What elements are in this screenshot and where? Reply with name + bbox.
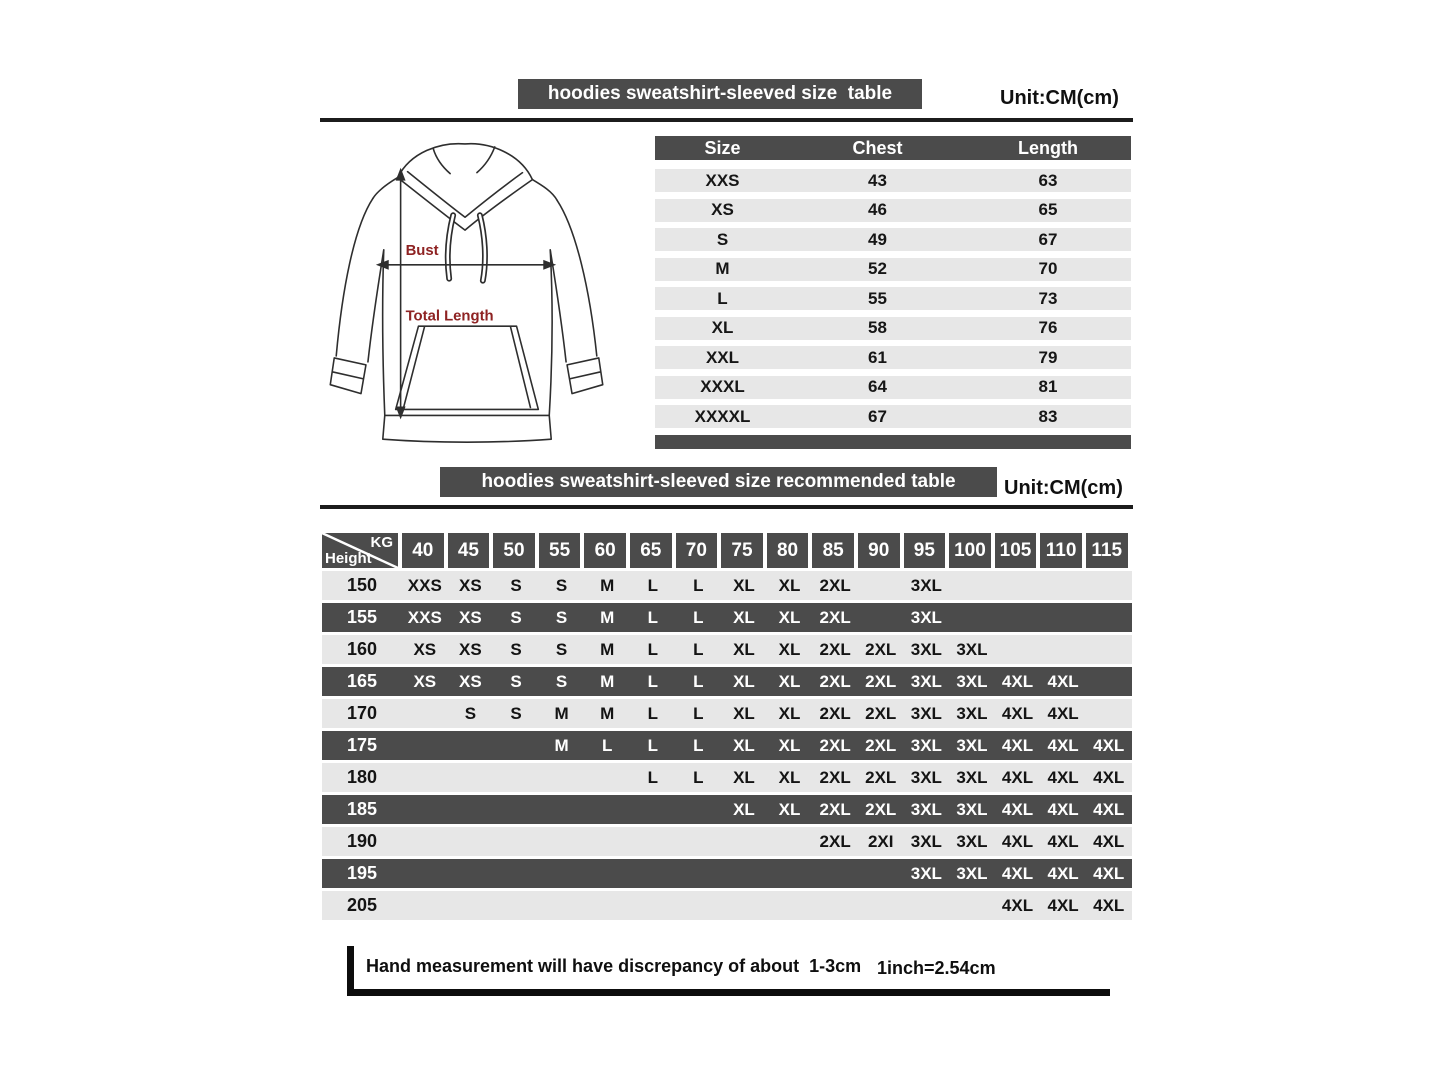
matrix-size-cell: 4XL bbox=[1001, 671, 1034, 691]
hoodie-measurement-diagram bbox=[325, 136, 610, 458]
matrix-size-cell: L bbox=[693, 767, 704, 787]
size-table-cell: 46 bbox=[868, 200, 887, 219]
matrix-size-cell: 2XL bbox=[819, 831, 851, 851]
matrix-size-cell: L bbox=[647, 639, 658, 659]
size-table-row bbox=[655, 287, 1131, 310]
weight-header-cell: 105 bbox=[995, 533, 1037, 568]
matrix-size-cell: L bbox=[647, 703, 658, 723]
matrix-size-cell: XL bbox=[733, 703, 755, 723]
weight-header-cell: 40 bbox=[402, 533, 444, 568]
inch-conversion-note: 1inch=2.54cm bbox=[877, 958, 996, 978]
size-table-cell: 52 bbox=[868, 259, 887, 278]
matrix-size-cell: 2XL bbox=[865, 671, 897, 691]
weight-header-cell: 60 bbox=[584, 533, 626, 568]
matrix-row bbox=[322, 635, 1132, 664]
matrix-size-cell: 3XL bbox=[910, 671, 942, 691]
matrix-size-cell: 2XL bbox=[819, 767, 851, 787]
weight-header-cell: 100 bbox=[949, 533, 991, 568]
body-left-seam bbox=[383, 250, 385, 415]
size-table-row bbox=[655, 228, 1131, 251]
matrix-size-cell: 3XL bbox=[956, 639, 988, 659]
matrix-size-cell: XL bbox=[733, 799, 755, 819]
matrix-size-cell: 4XL bbox=[1047, 895, 1079, 915]
matrix-size-cell: 3XL bbox=[956, 831, 988, 851]
collar-inner bbox=[408, 172, 523, 218]
matrix-size-cell: 2XL bbox=[819, 799, 851, 819]
size-table-cell: 73 bbox=[1038, 288, 1058, 308]
matrix-size-cell: 4XL bbox=[1047, 799, 1079, 819]
matrix-size-cell: XXS bbox=[407, 575, 442, 595]
matrix-size-cell: XS bbox=[459, 639, 482, 659]
size-table-cell: 55 bbox=[868, 288, 887, 308]
matrix-size-cell: L bbox=[693, 735, 704, 755]
matrix-size-cell: M bbox=[554, 703, 569, 723]
matrix-size-cell: 3XL bbox=[956, 799, 988, 819]
matrix-size-cell: 4XL bbox=[1093, 799, 1125, 819]
size-table-title: hoodies sweatshirt-sleeved size table bbox=[547, 83, 893, 104]
matrix-size-cell: M bbox=[600, 575, 615, 595]
matrix-size-cell: 4XL bbox=[1093, 895, 1125, 915]
hem-band bbox=[383, 415, 551, 442]
matrix-size-cell: 4XL bbox=[1001, 895, 1034, 915]
matrix-size-cell: 2XL bbox=[819, 607, 851, 627]
size-table-cell: XS bbox=[711, 200, 734, 219]
size-table-cell: 83 bbox=[1038, 406, 1058, 426]
matrix-row bbox=[322, 603, 1132, 632]
matrix-size-cell: 3XL bbox=[910, 607, 942, 627]
matrix-size-cell: 3XL bbox=[910, 639, 942, 659]
right-cuff bbox=[567, 358, 603, 394]
matrix-size-cell: XL bbox=[778, 799, 801, 819]
matrix-size-cell: 2XL bbox=[819, 703, 851, 723]
matrix-size-cell: 2XL bbox=[865, 767, 897, 787]
height-label: 155 bbox=[346, 607, 378, 627]
matrix-size-cell: 3XL bbox=[956, 767, 988, 787]
matrix-size-cell: 3XL bbox=[956, 863, 988, 883]
matrix-size-cell: XL bbox=[733, 639, 755, 659]
weight-header-cell: 85 bbox=[812, 533, 854, 568]
matrix-size-cell: 4XL bbox=[1047, 671, 1079, 691]
matrix-size-cell: 2XI bbox=[867, 831, 894, 851]
recommended-table-title: hoodies sweatshirt-sleeved size recommended table bbox=[481, 471, 956, 492]
size-table-cell: XL bbox=[711, 318, 734, 337]
middle-divider-line bbox=[320, 505, 1133, 509]
size-table-row bbox=[655, 405, 1131, 428]
size-table-cell: 61 bbox=[868, 347, 887, 367]
matrix-size-cell: 2XL bbox=[865, 639, 897, 659]
matrix-size-cell: L bbox=[647, 735, 658, 755]
matrix-size-cell: S bbox=[555, 575, 568, 595]
matrix-size-cell: S bbox=[464, 703, 477, 723]
matrix-row bbox=[322, 891, 1132, 920]
matrix-size-cell: XL bbox=[733, 575, 755, 595]
size-table-column-header: Length bbox=[1018, 137, 1078, 158]
body-right-seam bbox=[549, 250, 552, 415]
arrowhead-up bbox=[396, 168, 406, 181]
matrix-size-cell: L bbox=[647, 671, 658, 691]
matrix-size-cell: 3XL bbox=[910, 735, 942, 755]
matrix-size-cell: 4XL bbox=[1047, 863, 1079, 883]
unit-label-top: Unit:CM(cm) bbox=[1000, 87, 1119, 109]
matrix-size-cell: 4XL bbox=[1001, 735, 1034, 755]
matrix-size-cell: M bbox=[600, 671, 615, 691]
matrix-size-cell: L bbox=[647, 575, 658, 595]
hood-right-edge bbox=[532, 180, 557, 201]
recommended-table-title-bar bbox=[440, 467, 997, 497]
weight-header-cell: 80 bbox=[767, 533, 809, 568]
matrix-corner-cell bbox=[322, 533, 398, 568]
matrix-size-cell: XL bbox=[778, 767, 801, 787]
matrix-size-cell: 2XL bbox=[865, 735, 897, 755]
footer-bottom-line bbox=[347, 989, 1110, 996]
matrix-size-cell: 3XL bbox=[910, 703, 942, 723]
matrix-header-row bbox=[322, 533, 1132, 568]
matrix-size-cell: 4XL bbox=[1093, 863, 1125, 883]
matrix-size-cell: M bbox=[554, 735, 569, 755]
size-table bbox=[655, 136, 1131, 449]
matrix-size-cell: 4XL bbox=[1047, 703, 1079, 723]
matrix-size-cell: XL bbox=[778, 703, 801, 723]
matrix-size-cell: XL bbox=[778, 607, 801, 627]
weight-header-cell: 110 bbox=[1040, 533, 1082, 568]
hood-left-edge bbox=[373, 178, 398, 199]
matrix-size-cell: S bbox=[510, 575, 522, 595]
size-table-cell: XXL bbox=[705, 347, 740, 367]
total-length-label: Total Length bbox=[405, 308, 494, 325]
size-table-header bbox=[655, 136, 1131, 160]
size-table-cell: 49 bbox=[868, 229, 887, 249]
size-table-cell: 81 bbox=[1038, 377, 1058, 396]
size-table-cell: 65 bbox=[1038, 200, 1058, 219]
matrix-size-cell: L bbox=[693, 639, 704, 659]
unit-label-bottom: Unit:CM(cm) bbox=[1004, 477, 1123, 499]
weight-header-cell: 50 bbox=[493, 533, 535, 568]
matrix-size-cell: 3XL bbox=[956, 671, 988, 691]
weight-header-cell: 95 bbox=[904, 533, 946, 568]
matrix-size-cell: L bbox=[601, 735, 613, 755]
size-table-cell: L bbox=[717, 288, 728, 308]
size-table-cell: 67 bbox=[868, 406, 887, 426]
size-table-row bbox=[655, 169, 1131, 192]
matrix-size-cell: XS bbox=[459, 671, 482, 691]
kangaroo-pocket bbox=[396, 326, 539, 409]
matrix-size-cell: 3XL bbox=[910, 767, 942, 787]
weight-header-cell: 115 bbox=[1086, 533, 1128, 568]
matrix-size-cell: XL bbox=[778, 671, 801, 691]
matrix-size-cell: XL bbox=[778, 735, 801, 755]
size-table-bottom-bar bbox=[655, 435, 1131, 449]
size-table-row bbox=[655, 346, 1131, 369]
matrix-row bbox=[322, 667, 1132, 696]
matrix-size-cell: L bbox=[693, 671, 704, 691]
size-table-row bbox=[655, 376, 1131, 399]
height-label: 180 bbox=[346, 767, 378, 787]
left-cuff bbox=[330, 358, 366, 394]
size-table-column-header: Size bbox=[704, 137, 741, 158]
size-table-body bbox=[655, 169, 1131, 428]
matrix-row bbox=[322, 571, 1132, 600]
matrix-size-cell: XL bbox=[778, 639, 801, 659]
height-label: 185 bbox=[346, 799, 378, 819]
matrix-size-cell: 4XL bbox=[1047, 767, 1079, 787]
matrix-size-cell: S bbox=[510, 703, 522, 723]
matrix-size-cell: 2XL bbox=[819, 639, 851, 659]
matrix-size-cell: L bbox=[693, 607, 704, 627]
matrix-row bbox=[322, 827, 1132, 856]
matrix-size-cell: XL bbox=[733, 767, 755, 787]
weight-header-cell: 90 bbox=[858, 533, 900, 568]
size-table-cell: M bbox=[715, 259, 730, 278]
matrix-size-cell: S bbox=[555, 607, 568, 627]
height-label: 205 bbox=[346, 895, 378, 915]
measurement-note: Hand measurement will have discrepancy of about 1-3cm bbox=[366, 956, 862, 976]
height-label: 190 bbox=[346, 831, 378, 851]
height-label: 160 bbox=[346, 639, 378, 659]
hood-outline bbox=[398, 144, 533, 180]
matrix-size-cell: 4XL bbox=[1093, 831, 1125, 851]
matrix-size-cell: 4XL bbox=[1093, 735, 1125, 755]
matrix-row bbox=[322, 699, 1132, 728]
recommended-size-matrix bbox=[322, 533, 1132, 923]
weight-header-cell: 45 bbox=[448, 533, 490, 568]
matrix-row bbox=[322, 795, 1132, 824]
matrix-size-cell: L bbox=[693, 703, 704, 723]
matrix-row bbox=[322, 763, 1132, 792]
size-table-column-header: Chest bbox=[852, 137, 903, 158]
matrix-size-cell: 4XL bbox=[1001, 831, 1034, 851]
size-table-cell: 64 bbox=[868, 377, 887, 396]
matrix-size-cell: XL bbox=[733, 671, 755, 691]
hood-fold-right bbox=[477, 147, 495, 173]
matrix-row bbox=[322, 731, 1132, 760]
size-table-cell: 67 bbox=[1038, 229, 1058, 249]
matrix-size-cell: 4XL bbox=[1001, 767, 1034, 787]
matrix-size-cell: S bbox=[510, 671, 522, 691]
matrix-size-cell: 3XL bbox=[910, 863, 942, 883]
matrix-size-cell: 3XL bbox=[956, 735, 988, 755]
matrix-size-cell: 4XL bbox=[1047, 831, 1079, 851]
weight-header-cell: 75 bbox=[721, 533, 763, 568]
matrix-size-cell: 4XL bbox=[1001, 703, 1034, 723]
height-label: 150 bbox=[346, 575, 378, 595]
height-label: 175 bbox=[346, 735, 378, 755]
size-table-cell: XXXL bbox=[700, 377, 745, 396]
matrix-size-cell: XL bbox=[733, 607, 755, 627]
matrix-size-cell: 2XL bbox=[865, 703, 897, 723]
size-table-cell: S bbox=[716, 229, 729, 249]
matrix-size-cell: S bbox=[555, 639, 568, 659]
corner-kg-label: KG bbox=[370, 534, 393, 551]
bust-label: Bust bbox=[405, 242, 439, 259]
matrix-size-cell: 4XL bbox=[1001, 863, 1034, 883]
matrix-size-cell: M bbox=[600, 607, 615, 627]
left-sleeve-outer bbox=[336, 198, 373, 356]
matrix-size-cell: 4XL bbox=[1093, 767, 1125, 787]
top-divider-line bbox=[320, 118, 1133, 122]
hood-fold-left bbox=[433, 149, 450, 174]
matrix-size-cell: XXS bbox=[407, 607, 442, 627]
size-table-row bbox=[655, 199, 1131, 222]
matrix-size-cell: 4XL bbox=[1001, 799, 1034, 819]
matrix-size-cell: XS bbox=[413, 639, 437, 659]
size-table-cell: 76 bbox=[1038, 318, 1058, 337]
matrix-size-cell: L bbox=[693, 575, 704, 595]
collar-outer bbox=[398, 178, 533, 231]
matrix-row bbox=[322, 859, 1132, 888]
matrix-size-cell: M bbox=[600, 639, 615, 659]
size-table-cell: 63 bbox=[1038, 170, 1058, 190]
matrix-size-cell: 3XL bbox=[910, 831, 942, 851]
matrix-size-cell: XL bbox=[733, 735, 755, 755]
matrix-size-cell: L bbox=[647, 767, 658, 787]
matrix-size-cell: 2XL bbox=[865, 799, 897, 819]
matrix-size-cell: 3XL bbox=[910, 799, 942, 819]
size-table-cell: 70 bbox=[1038, 259, 1058, 278]
weight-header-cell: 55 bbox=[539, 533, 581, 568]
size-table-cell: 79 bbox=[1038, 347, 1058, 367]
matrix-size-cell: XS bbox=[459, 575, 482, 595]
corner-height-label: Height bbox=[325, 550, 372, 567]
weight-header-cell: 70 bbox=[676, 533, 718, 568]
size-table-cell: XXXXL bbox=[694, 406, 751, 426]
matrix-size-cell: XS bbox=[413, 671, 437, 691]
matrix-size-cell: 2XL bbox=[819, 735, 851, 755]
height-label: 195 bbox=[346, 863, 378, 883]
size-table-title-bar bbox=[518, 79, 922, 109]
matrix-size-cell: 3XL bbox=[956, 703, 988, 723]
matrix-size-cell: 4XL bbox=[1047, 735, 1079, 755]
size-table-cell: XXS bbox=[705, 170, 740, 190]
matrix-size-cell: XL bbox=[778, 575, 801, 595]
matrix-size-cell: 2XL bbox=[819, 575, 851, 595]
height-label: 165 bbox=[346, 671, 378, 691]
matrix-size-cell: 2XL bbox=[819, 671, 851, 691]
matrix-size-cell: 3XL bbox=[910, 575, 942, 595]
weight-header-cell: 65 bbox=[630, 533, 672, 568]
matrix-size-cell: S bbox=[510, 607, 522, 627]
matrix-size-cell: XS bbox=[459, 607, 482, 627]
matrix-size-cell: M bbox=[600, 703, 615, 723]
arrowhead-right bbox=[543, 260, 556, 270]
size-table-cell: 58 bbox=[868, 318, 887, 337]
size-table-cell: 43 bbox=[868, 170, 887, 190]
size-table-row bbox=[655, 258, 1131, 281]
matrix-size-cell: S bbox=[555, 671, 568, 691]
arrowhead-down bbox=[396, 406, 406, 419]
size-table-row bbox=[655, 317, 1131, 340]
matrix-size-cell: L bbox=[647, 607, 658, 627]
height-label: 170 bbox=[346, 703, 378, 723]
matrix-size-cell: S bbox=[510, 639, 522, 659]
